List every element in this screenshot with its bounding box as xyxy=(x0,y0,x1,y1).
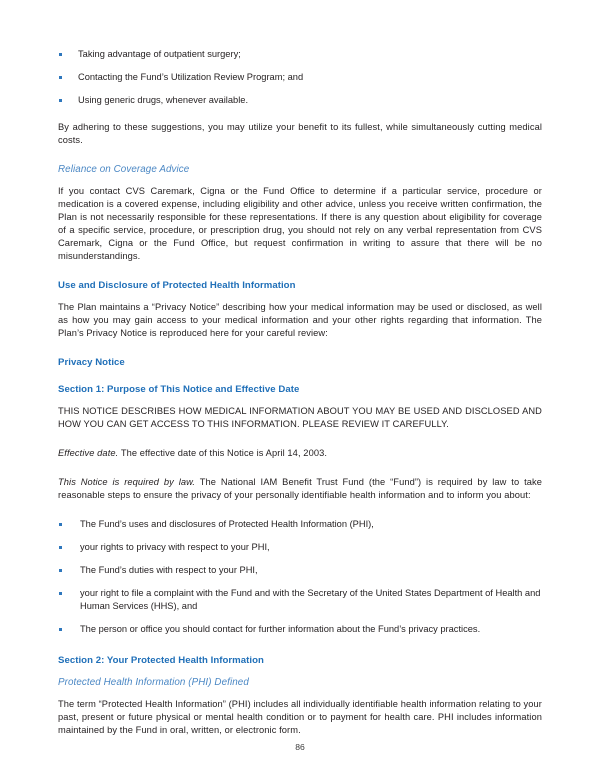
privacy-notice-heading: Privacy Notice xyxy=(58,357,125,368)
bullet-square-icon xyxy=(59,569,62,572)
page-content xyxy=(58,48,542,737)
section2-subheading: Protected Health Information (PHI) Defined xyxy=(58,677,249,688)
list-item-label: your rights to privacy with respect to your PHI, xyxy=(80,542,270,552)
bullet-square-icon xyxy=(59,546,62,549)
bullet-square-icon xyxy=(59,53,62,56)
list-item-label: The person or office you should contact for further information about the Fund’s privacy practices. xyxy=(80,624,481,634)
top-bullet-list xyxy=(58,48,542,107)
list-item xyxy=(58,623,542,636)
reliance-heading: Reliance on Coverage Advice xyxy=(58,164,190,175)
list-item xyxy=(58,518,542,531)
required-by-law-label: This Notice is required by law. xyxy=(58,477,196,487)
list-item-label: Using generic drugs, whenever available. xyxy=(78,95,249,105)
page-number: 86 xyxy=(295,742,305,752)
list-item xyxy=(58,541,542,554)
effective-date-label: Effective date. xyxy=(58,448,119,458)
section2-paragraph: The term “Protected Health Information” (PHI) includes all individually identifiable health information relating to your past, present or future physical or mental health condition or to payment for health care. PHI includes information maintained by the Fund in oral, written, or electronic form. xyxy=(58,699,542,735)
list-item-label: your right to file a complaint with the Fund and with the Secretary of the United States Department of Health and Human Services (HHS), and xyxy=(80,588,541,611)
section1-heading: Section 1: Purpose of This Notice and Effective Date xyxy=(58,384,300,395)
section1-caps-paragraph: THIS NOTICE DESCRIBES HOW MEDICAL INFORMATION ABOUT YOU MAY BE USED AND DISCLOSED AND HOW YOU CAN GET ACCESS TO THIS INFORMATION. PLEASE REVIEW IT CAREFULLY. xyxy=(58,406,542,429)
list-item-label: The Fund’s duties with respect to your PHI, xyxy=(80,565,258,575)
use-disclosure-heading: Use and Disclosure of Protected Health Information xyxy=(58,280,296,291)
bullet-square-icon xyxy=(59,628,62,631)
effective-date-text: The effective date of this Notice is April 14, 2003. xyxy=(118,448,328,458)
use-disclosure-paragraph: The Plan maintains a “Privacy Notice” describing how your medical information may be used or disclosed, as well as how you may gain access to your medical information and your other rights regarding that information. The Plan’s Privacy Notice is reproduced here for your careful review: xyxy=(58,302,542,338)
list-item-label: The Fund’s uses and disclosures of Protected Health Information (PHI), xyxy=(80,519,374,529)
bullet-square-icon xyxy=(59,99,62,102)
list-item xyxy=(58,587,542,613)
list-item-label: Taking advantage of outpatient surgery; xyxy=(78,49,241,59)
effective-date-paragraph xyxy=(58,447,542,460)
list-item xyxy=(58,48,542,61)
list-item xyxy=(58,71,542,84)
spacer xyxy=(58,645,542,654)
list-item xyxy=(58,564,542,577)
required-by-law-text: The National IAM Benefit Trust Fund (the “Fund”) is required by law to take reasonable steps to ensure the privacy of your personally identifiable health information and to inform you about: xyxy=(58,477,543,500)
list-item xyxy=(58,94,542,107)
section2-heading: Section 2: Your Protected Health Information xyxy=(58,655,264,666)
bullet-square-icon xyxy=(59,592,62,595)
required-by-law-paragraph xyxy=(58,476,542,502)
bullet-square-icon xyxy=(59,76,62,79)
section1-bullet-list xyxy=(58,518,542,636)
list-item-label: Contacting the Fund’s Utilization Review Program; and xyxy=(78,72,304,82)
bullet-square-icon xyxy=(59,523,62,526)
reliance-paragraph: If you contact CVS Caremark, Cigna or the Fund Office to determine if a particular service, procedure or medication is a covered expense, including eligibility and other advice, unless you receive written confirmation, the Plan is not necessarily responsible for these representations. If there is any question about eligibility for coverage of a specific service, procedure, or prescription drug, you should not rely on any verbal representation from CVS Caremark, Cigna or the Fund Office, but request confirmation in writing to assure that there will be no misunderstandings. xyxy=(58,186,542,261)
intro-paragraph: By adhering to these suggestions, you may utilize your benefit to its fullest, while simultaneously cutting medical costs. xyxy=(58,122,542,145)
